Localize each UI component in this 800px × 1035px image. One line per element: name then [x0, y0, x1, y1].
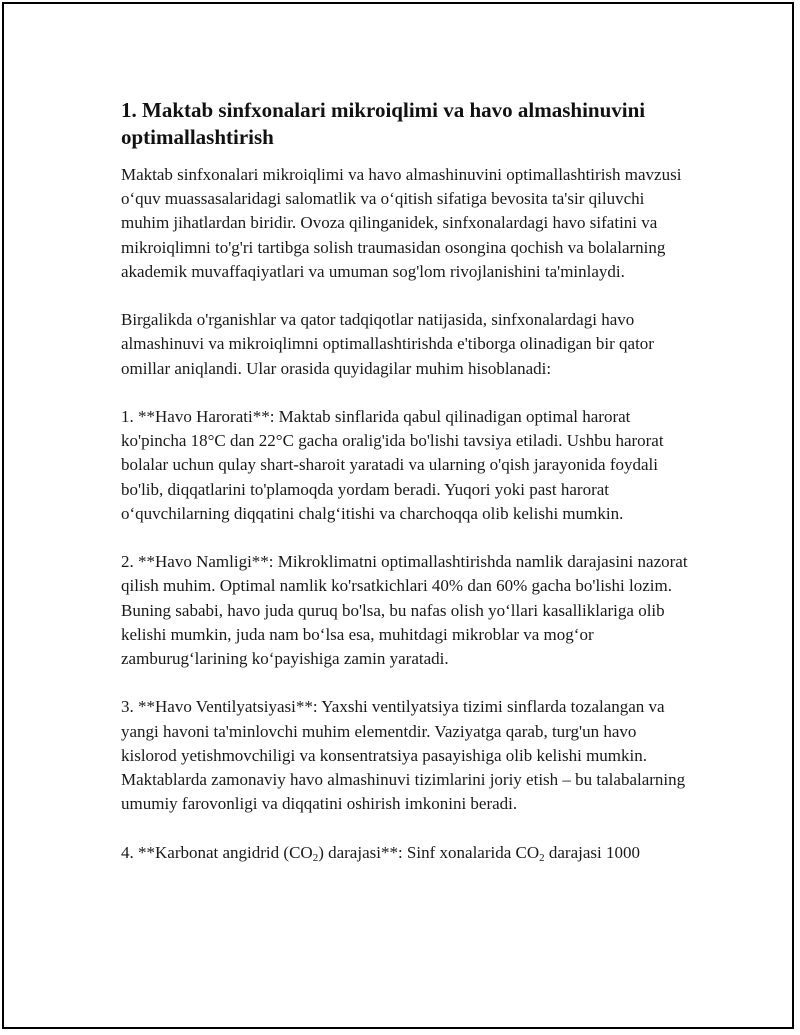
paragraph-intro: Maktab sinfxonalari mikroiqlimi va havo almashinuvini optimallashtirish mavzusi o‘quv muassasalaridagi salomatlik va o‘qitish sifatiga bevosita ta'sir qiluvchi muhim jihatlardan biridir. Ovoza qilinganidek, sinfxonalardagi havo sifatini va mikroiqlimni to'g'ri tartibga solish traumasidan osongina qochish va bolalarning akademik muvaffaqiyatlari va umuman sog'lom rivojlanishini ta'minlaydi.: [121, 165, 682, 281]
co2-subscript-1: 2: [312, 851, 319, 864]
paragraph-ventilation: 3. **Havo Ventilyatsiyasi**: Yaxshi ventilyatsiya tizimi sinflarda tozalangan va yangi havoni ta'minlovchi muhim elementdir. Vaziyatga qarab, turg'un havo kislorod yetishmovchiligi va konsentratsiya pasayishiga olib kelishi mumkin. Maktablarda zamonaviy havo almashinuvi tizimlarini joriy etish – bu talabalarning umumiy farovonligi va diqqatini oshirish imkonini beradi.: [121, 697, 686, 814]
paragraph-factors: Birgalikda o'rganishlar va qator tadqiqotlar natijasida, sinfxonalardagi havo almashinuvi va mikroiqlimni optimallashtirishda e'tiborga olinadigan bir qator omillar aniqlandi. Ular orasida quyidagilar muhim hisoblanadi:: [121, 310, 654, 378]
co2-subscript-2: 2: [539, 851, 545, 864]
paragraph-humidity: 2. **Havo Namligi**: Mikroklimatni optimallashtirishda namlik darajasini nazorat qilish muhim. Optimal namlik ko'rsatkichlari 40% dan 60% gacha bo'lishi lozim. Buning sababi, havo juda quruq bo'lsa, bu nafas olish yo‘llari kasalliklariga olib kelishi mumkin, juda nam bo‘lsa esa, muhitdagi mikroblar va mog‘or zamburug‘larining ko‘payishiga zamin yaratadi.: [121, 552, 688, 669]
paragraph-temperature: 1. **Havo Harorati**: Maktab sinflarida qabul qilinadigan optimal harorat ko'pincha 18°C dan 22°C gacha oralig'ida bo'lishi tavsiya etiladi. Ushbu harorat bolalar uchun qulay shart-sharoit yaratadi va ularning o'qish jarayonida foydali bo'lib, diqqatlarini to'plamoqda yordam beradi. Yuqori yoki past harorat o‘quvchilarning diqqatini chalg‘itishi va charchoqqa olib kelishi mumkin.: [121, 407, 664, 523]
co2-text-part-1: 4. **Karbonat angidrid (CO: [121, 842, 313, 862]
co2-text-part-2: ) darajasi**: Sinf xonalarida CO: [318, 842, 540, 862]
document-content: [121, 97, 693, 889]
co2-text-part-3: darajasi 1000: [544, 842, 640, 862]
document-page: [2, 2, 794, 1029]
paragraph-co2: [121, 841, 693, 865]
section-title: 1. Maktab sinfxonalari mikroiqlimi va havo almashinuvini optimallashtirish: [121, 98, 646, 149]
